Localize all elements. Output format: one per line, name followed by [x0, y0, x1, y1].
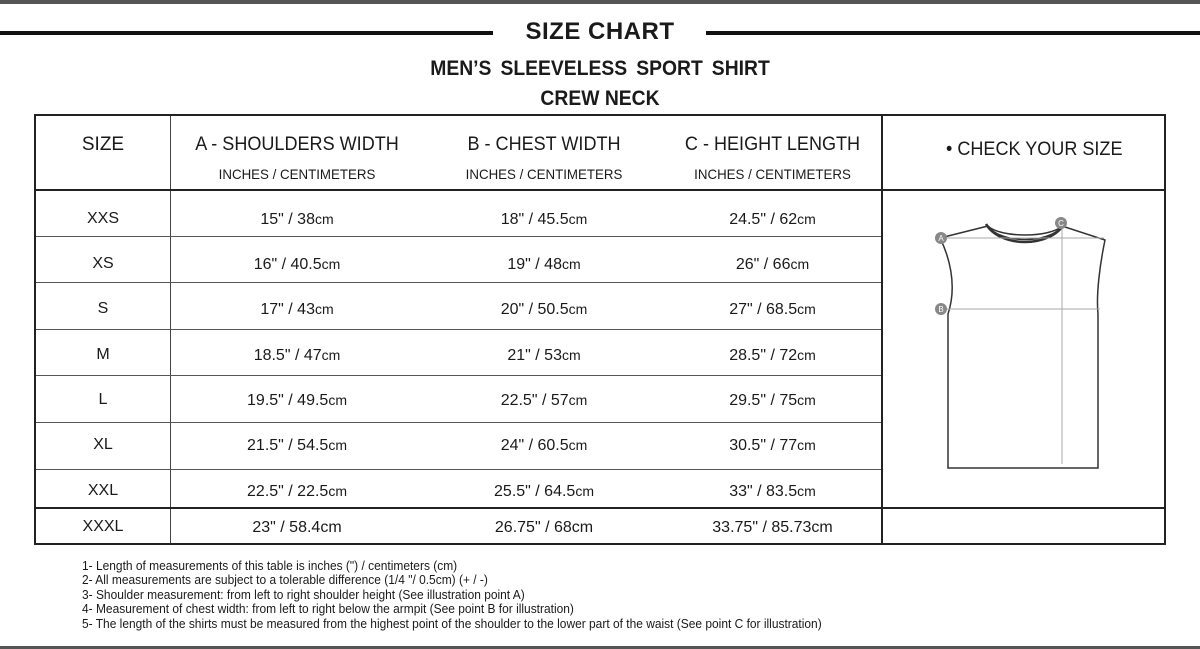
measurement-value: 20" / 50.5 [500, 301, 569, 318]
shirt-outline-icon [940, 224, 1105, 468]
size-label: L [98, 391, 108, 408]
row-divider [36, 329, 881, 330]
chest-header-units: INCHES / CENTIMETERS [465, 166, 623, 182]
measurement-unit: cm [321, 256, 341, 272]
product-neck-type: CREW NECK [540, 87, 660, 110]
measurement-cell [170, 209, 424, 229]
note-item: 4- Measurement of chest width: from left to right below the armpit (See point B for illustration) [82, 601, 574, 617]
measurement-value: 25.5" / 64.5 [494, 483, 576, 500]
measurement-value: 30.5" / 77 [729, 437, 798, 454]
page-title: SIZE CHART [525, 18, 675, 45]
measurement-cell [170, 435, 424, 455]
point-c-label: C [1058, 219, 1064, 228]
shoulders-column-header [170, 134, 424, 182]
measurement-cell [170, 254, 424, 274]
note-item: 1- Length of measurements of this table is inches (") / centimeters (cm) [82, 558, 458, 573]
row-divider [36, 282, 881, 283]
height-header-title: C - HEIGHT LENGTH [684, 134, 861, 155]
row-divider [36, 375, 881, 376]
measurement-unit: cm [797, 347, 816, 363]
measurement-cell [664, 254, 881, 274]
point-c-marker [1055, 217, 1067, 229]
measurement-value: 23" / 58.4cm [252, 519, 342, 536]
measurement-unit: cm [568, 211, 588, 227]
measurement-value: 24" / 60.5 [500, 437, 569, 454]
measurement-cell [664, 390, 881, 410]
measurement-cell [170, 390, 424, 410]
measurement-value: 17" / 43 [260, 301, 315, 318]
measurement-cell [424, 299, 664, 319]
measurement-unit: cm [328, 483, 347, 499]
chest-header-title: B - CHEST WIDTH [467, 134, 621, 155]
measurement-cell [664, 435, 881, 455]
height-header-units: INCHES / CENTIMETERS [694, 166, 851, 182]
measurement-value: 19.5" / 49.5 [247, 392, 329, 409]
measurement-value: 33" / 83.5 [729, 483, 798, 500]
size-label: XXS [86, 210, 119, 227]
measurement-unit: cm [797, 392, 816, 408]
measurement-value: 29.5" / 75 [729, 392, 798, 409]
measurement-cell [424, 390, 664, 410]
measurement-value: 33.75" / 85.73cm [712, 519, 833, 536]
measurement-cell [664, 299, 881, 319]
measurement-value: 15" / 38 [260, 211, 315, 228]
measurement-value: 26.75" / 68cm [494, 519, 594, 536]
measurement-value: 27" / 68.5 [729, 301, 798, 318]
row-divider [36, 422, 881, 423]
size-label: XXL [87, 482, 119, 499]
measurement-cell [664, 345, 881, 365]
measurement-value: 21" / 53 [507, 347, 562, 364]
height-column-header [664, 134, 881, 182]
shoulders-header-units: INCHES / CENTIMETERS [218, 166, 376, 182]
measurement-value: 22.5" / 57 [500, 392, 569, 409]
measurement-cell [424, 517, 664, 537]
measurement-value: 28.5" / 72 [729, 347, 798, 364]
measurement-cell [170, 345, 424, 365]
measurement-unit: cm [797, 483, 816, 499]
row-divider [36, 469, 881, 470]
measurement-unit: cm [797, 211, 816, 227]
measurement-value: 18" / 45.5 [500, 211, 569, 228]
measurement-unit: cm [575, 483, 594, 499]
measurement-unit: cm [790, 256, 810, 272]
notes-list [82, 559, 822, 631]
size-label: XXXL [82, 518, 124, 535]
measurement-value: 16" / 40.5 [253, 256, 322, 273]
measurement-unit: cm [561, 256, 581, 272]
measurement-value: 21.5" / 54.5 [247, 437, 329, 454]
measurement-cell [170, 299, 424, 319]
size-label: S [97, 300, 109, 317]
measurement-unit: cm [568, 301, 588, 317]
column-divider [881, 116, 883, 543]
point-a-label: A [938, 234, 944, 243]
measurement-unit: cm [797, 301, 816, 317]
measurement-unit: cm [797, 437, 816, 453]
measurement-cell [170, 481, 424, 501]
measurement-value: 22.5" / 22.5 [247, 483, 329, 500]
row-divider [36, 507, 1164, 509]
chest-column-header [424, 134, 664, 182]
measurement-unit: cm [328, 392, 347, 408]
note-item: 3- Shoulder measurement: from left to right shoulder height (See illustration point A) [82, 586, 525, 602]
measurement-cell [424, 209, 664, 229]
header-divider [36, 189, 1164, 191]
row-divider [36, 236, 881, 237]
measurement-unit: cm [328, 437, 347, 453]
measurement-cell [424, 254, 664, 274]
measurement-cell [664, 481, 881, 501]
point-a-marker [935, 232, 947, 244]
note-item: 5- The length of the shirts must be measured from the highest point of the shoulder to the lower part of the waist (See point C for illustration) [82, 615, 822, 631]
check-your-size-label: • CHECK YOUR SIZE [946, 139, 1123, 160]
size-label: M [96, 346, 110, 363]
size-label: XL [93, 436, 113, 453]
shirt-illustration [930, 214, 1120, 474]
shoulders-header-title: A - SHOULDERS WIDTH [195, 134, 399, 155]
measurement-value: 19" / 48 [507, 256, 562, 273]
measurement-value: 18.5" / 47 [253, 347, 322, 364]
size-column-header: SIZE [81, 134, 125, 155]
size-label: XS [92, 255, 114, 272]
point-b-label: B [938, 305, 944, 314]
measurement-value: 24.5" / 62 [729, 211, 798, 228]
measurement-unit: cm [568, 392, 588, 408]
measurement-value: 26" / 66 [735, 256, 791, 273]
measurement-unit: cm [321, 347, 341, 363]
measurement-cell [424, 435, 664, 455]
measurement-cell [664, 209, 881, 229]
product-name: MEN’S SLEEVELESS SPORT SHIRT [430, 57, 770, 80]
measurement-unit: cm [568, 437, 588, 453]
measurement-cell [170, 517, 424, 537]
point-b-marker [935, 303, 947, 315]
measurement-unit: cm [314, 211, 334, 227]
note-item: 2- All measurements are subject to a tolerable difference (1/4 "/ 0.5cm) (+ / -) [82, 572, 488, 588]
measurement-unit: cm [314, 301, 334, 317]
measurement-cell [424, 481, 664, 501]
measurement-cell [664, 517, 881, 537]
measurement-unit: cm [561, 347, 581, 363]
measurement-cell [424, 345, 664, 365]
